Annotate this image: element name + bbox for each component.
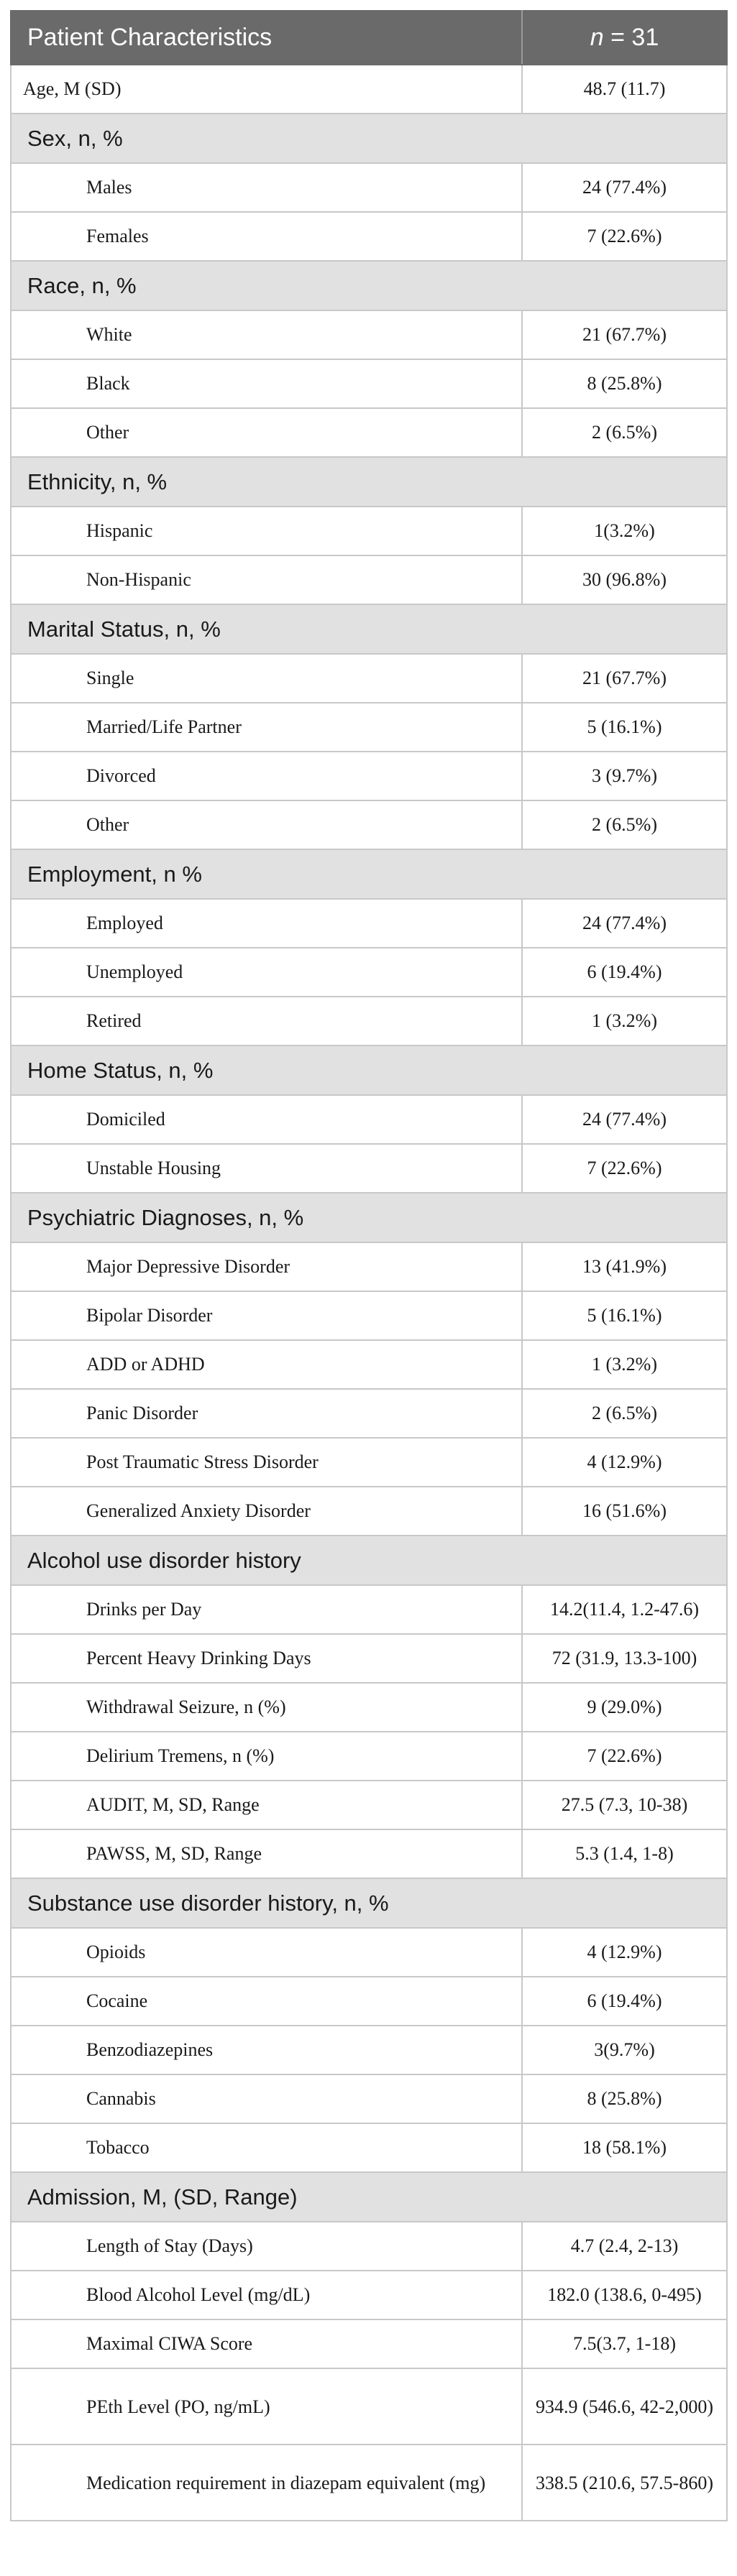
row-value: 1 (3.2%) — [522, 997, 727, 1045]
section-header-row — [11, 1878, 727, 1928]
row-value: 7 (22.6%) — [522, 1732, 727, 1781]
row-value: 24 (77.4%) — [522, 1095, 727, 1144]
row-label: Delirium Tremens, n (%) — [11, 1732, 522, 1781]
row-label: Other — [11, 408, 522, 457]
table-row — [11, 212, 727, 261]
table-row — [11, 1438, 727, 1487]
header-n-label: n — [590, 24, 604, 51]
table-row — [11, 1977, 727, 2026]
row-label: Percent Heavy Drinking Days — [11, 1634, 522, 1683]
table-row — [11, 800, 727, 849]
row-value: 5.3 (1.4, 1-8) — [522, 1829, 727, 1878]
row-value: 5 (16.1%) — [522, 1291, 727, 1340]
row-label: Other — [11, 800, 522, 849]
row-value: 7 (22.6%) — [522, 212, 727, 261]
table-row — [11, 2026, 727, 2074]
row-value: 7 (22.6%) — [522, 1144, 727, 1193]
row-label: Major Depressive Disorder — [11, 1242, 522, 1291]
row-value: 2 (6.5%) — [522, 408, 727, 457]
row-value: 24 (77.4%) — [522, 163, 727, 212]
row-label: PAWSS, M, SD, Range — [11, 1829, 522, 1878]
row-label: Single — [11, 654, 522, 703]
row-label: Panic Disorder — [11, 1389, 522, 1438]
row-label: Benzodiazepines — [11, 2026, 522, 2074]
row-label: Drinks per Day — [11, 1585, 522, 1634]
header-n-value: = 31 — [610, 24, 659, 51]
table-row — [11, 359, 727, 408]
table-row — [11, 163, 727, 212]
row-value: 3 (9.7%) — [522, 752, 727, 800]
section-title: Race, n, % — [11, 261, 727, 310]
section-title: Ethnicity, n, % — [11, 457, 727, 507]
row-value: 9 (29.0%) — [522, 1683, 727, 1732]
row-value: 4 (12.9%) — [522, 1928, 727, 1977]
row-value: 72 (31.9, 13.3-100) — [522, 1634, 727, 1683]
section-header-row — [11, 261, 727, 310]
section-title: Admission, M, (SD, Range) — [11, 2172, 727, 2222]
header-sample-size — [522, 11, 727, 65]
row-label: ADD or ADHD — [11, 1340, 522, 1389]
row-value: 6 (19.4%) — [522, 948, 727, 997]
row-value: 1(3.2%) — [522, 507, 727, 555]
table-row — [11, 2271, 727, 2319]
section-header-row — [11, 1536, 727, 1585]
row-value: 5 (16.1%) — [522, 703, 727, 752]
table-row — [11, 1683, 727, 1732]
table-row — [11, 703, 727, 752]
table-row — [11, 2123, 727, 2172]
table-row — [11, 752, 727, 800]
table-row — [11, 408, 727, 457]
table-row — [11, 2319, 727, 2368]
row-label: Generalized Anxiety Disorder — [11, 1487, 522, 1536]
row-label: AUDIT, M, SD, Range — [11, 1781, 522, 1829]
section-title: Sex, n, % — [11, 114, 727, 163]
section-title: Marital Status, n, % — [11, 604, 727, 654]
table-row — [11, 555, 727, 604]
row-label: Unemployed — [11, 948, 522, 997]
row-value: 182.0 (138.6, 0-495) — [522, 2271, 727, 2319]
row-value: 4 (12.9%) — [522, 1438, 727, 1487]
row-value: 8 (25.8%) — [522, 2074, 727, 2123]
row-value: 48.7 (11.7) — [522, 65, 727, 114]
row-label: Opioids — [11, 1928, 522, 1977]
header-characteristics: Patient Characteristics — [11, 11, 522, 65]
row-label: Cannabis — [11, 2074, 522, 2123]
row-value: 8 (25.8%) — [522, 359, 727, 408]
section-title: Home Status, n, % — [11, 1045, 727, 1095]
row-label: Black — [11, 359, 522, 408]
row-value: 934.9 (546.6, 42-2,000) — [522, 2368, 727, 2445]
row-value: 14.2(11.4, 1.2-47.6) — [522, 1585, 727, 1634]
row-value: 16 (51.6%) — [522, 1487, 727, 1536]
row-label: Blood Alcohol Level (mg/dL) — [11, 2271, 522, 2319]
row-value: 6 (19.4%) — [522, 1977, 727, 2026]
table-row — [11, 1928, 727, 1977]
row-value: 13 (41.9%) — [522, 1242, 727, 1291]
section-header-row — [11, 2172, 727, 2222]
row-label: Tobacco — [11, 2123, 522, 2172]
row-label: Females — [11, 212, 522, 261]
section-header-row — [11, 604, 727, 654]
row-value: 21 (67.7%) — [522, 654, 727, 703]
table-row — [11, 1585, 727, 1634]
row-label: Post Traumatic Stress Disorder — [11, 1438, 522, 1487]
table-row — [11, 2074, 727, 2123]
table-row — [11, 2222, 727, 2271]
table-row — [11, 1095, 727, 1144]
row-value: 338.5 (210.6, 57.5-860) — [522, 2445, 727, 2521]
table-row — [11, 310, 727, 359]
row-label: Retired — [11, 997, 522, 1045]
table-row — [11, 2445, 727, 2521]
row-label: Domiciled — [11, 1095, 522, 1144]
row-value: 27.5 (7.3, 10-38) — [522, 1781, 727, 1829]
table-row — [11, 1389, 727, 1438]
row-label: Hispanic — [11, 507, 522, 555]
table-row — [11, 899, 727, 948]
row-label: Non-Hispanic — [11, 555, 522, 604]
row-value: 3(9.7%) — [522, 2026, 727, 2074]
section-title: Employment, n % — [11, 849, 727, 899]
row-label: Length of Stay (Days) — [11, 2222, 522, 2271]
table-row — [11, 1634, 727, 1683]
section-header-row — [11, 114, 727, 163]
table-header-row — [11, 11, 727, 65]
row-label: Cocaine — [11, 1977, 522, 2026]
table-row — [11, 1829, 727, 1878]
row-value: 2 (6.5%) — [522, 800, 727, 849]
section-title: Substance use disorder history, n, % — [11, 1878, 727, 1928]
row-label: Bipolar Disorder — [11, 1291, 522, 1340]
row-label: Medication requirement in diazepam equivalent (mg) — [11, 2445, 522, 2521]
table-row — [11, 1781, 727, 1829]
table-row — [11, 1242, 727, 1291]
row-value: 1 (3.2%) — [522, 1340, 727, 1389]
row-label: Maximal CIWA Score — [11, 2319, 522, 2368]
row-value: 7.5(3.7, 1-18) — [522, 2319, 727, 2368]
table-row — [11, 1732, 727, 1781]
table-row — [11, 65, 727, 114]
table-row — [11, 1291, 727, 1340]
patient-characteristics-table — [10, 10, 728, 2521]
section-title: Psychiatric Diagnoses, n, % — [11, 1193, 727, 1242]
section-header-row — [11, 1193, 727, 1242]
row-value: 24 (77.4%) — [522, 899, 727, 948]
row-label: White — [11, 310, 522, 359]
section-header-row — [11, 1045, 727, 1095]
row-label: Divorced — [11, 752, 522, 800]
row-value: 2 (6.5%) — [522, 1389, 727, 1438]
section-header-row — [11, 849, 727, 899]
row-label: Age, M (SD) — [11, 65, 522, 114]
table-row — [11, 948, 727, 997]
table-row — [11, 997, 727, 1045]
section-header-row — [11, 457, 727, 507]
row-label: Employed — [11, 899, 522, 948]
row-label: Unstable Housing — [11, 1144, 522, 1193]
row-label: Married/Life Partner — [11, 703, 522, 752]
section-title: Alcohol use disorder history — [11, 1536, 727, 1585]
row-value: 21 (67.7%) — [522, 310, 727, 359]
table-row — [11, 1340, 727, 1389]
row-label: Withdrawal Seizure, n (%) — [11, 1683, 522, 1732]
table-row — [11, 507, 727, 555]
table-row — [11, 1487, 727, 1536]
row-label: Males — [11, 163, 522, 212]
row-label: PEth Level (PO, ng/mL) — [11, 2368, 522, 2445]
table-row — [11, 2368, 727, 2445]
table-row — [11, 654, 727, 703]
row-value: 4.7 (2.4, 2-13) — [522, 2222, 727, 2271]
row-value: 18 (58.1%) — [522, 2123, 727, 2172]
row-value: 30 (96.8%) — [522, 555, 727, 604]
table-row — [11, 1144, 727, 1193]
